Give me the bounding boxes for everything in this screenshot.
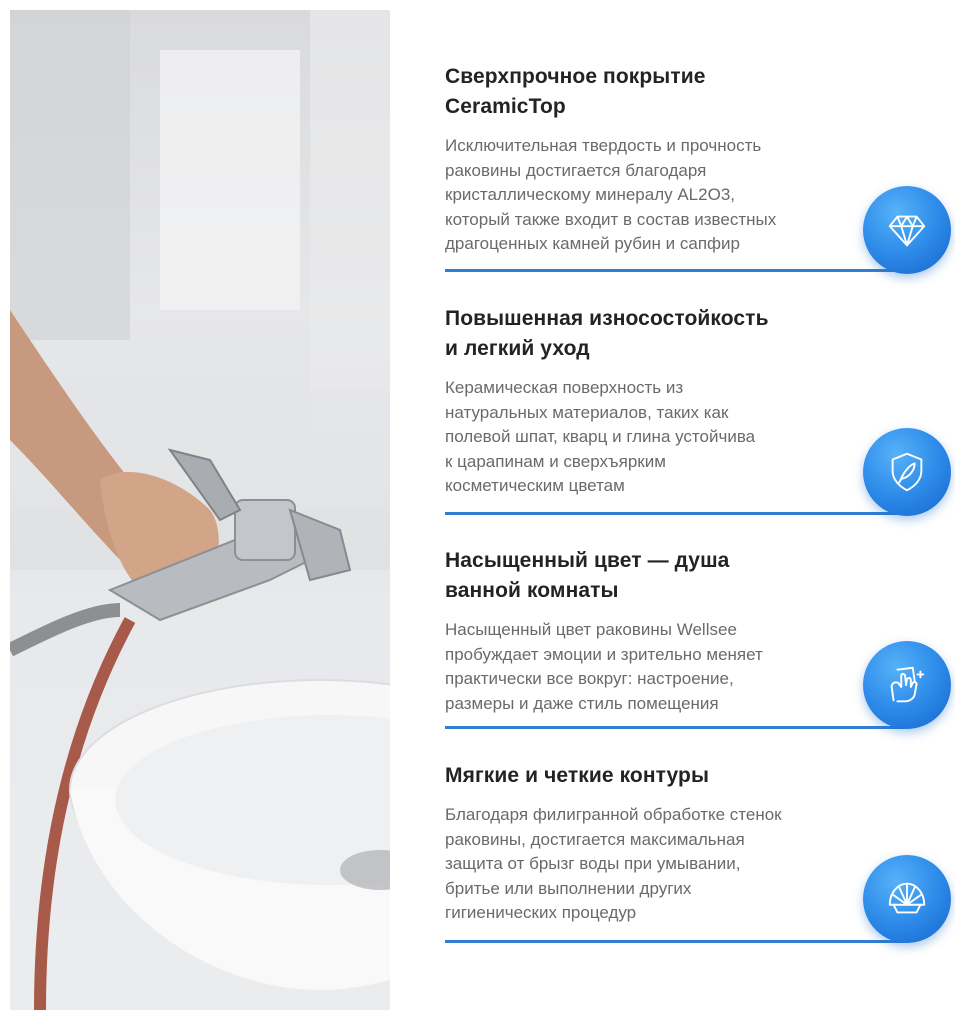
diamond-icon	[863, 186, 951, 274]
feature-description: Благодаря филигранной обработке стенок раковины, достигается максимальная защита от брызг воды при умывании, бритье или выполнении других гигиенических процедур	[445, 805, 782, 922]
feature-description: Исключительная твердость и прочность раковины достигается благодаря кристаллическому минералу AL2O3, который также входит в состав известных драгоценных камней рубин и сапфир	[445, 136, 777, 253]
feature-title: Мягкие и четкие контуры	[445, 764, 709, 787]
feature-description: Керамическая поверхность из натуральных материалов, таких как полевой шпат, кварц и глина устойчива к царапинам и сверхъярким косметическим цветам	[445, 378, 756, 495]
feature-contours	[445, 761, 905, 926]
feature-divider	[445, 512, 905, 515]
feature-title: Сверхпрочное покрытие CeramicTop	[445, 65, 706, 118]
feature-title: Повышенная износостойкость и легкий уход	[445, 307, 769, 360]
feature-ceramictop	[445, 62, 905, 257]
feature-durability	[445, 304, 905, 499]
feature-divider	[445, 726, 905, 729]
shield-feather-icon	[863, 428, 951, 516]
feature-divider	[445, 269, 905, 272]
spray-gun-sink-illustration	[10, 10, 390, 1010]
shell-icon	[863, 855, 951, 943]
product-photo	[10, 10, 390, 1010]
feature-description: Насыщенный цвет раковины Wellsee пробуждает эмоции и зрительно меняет практически все вокруг: настроение, размеры и даже стиль помещения	[445, 620, 763, 713]
feature-title: Насыщенный цвет — душа ванной комнаты	[445, 549, 730, 602]
hand-cleaning-icon	[863, 641, 951, 729]
feature-divider	[445, 940, 905, 943]
feature-color	[445, 546, 905, 716]
